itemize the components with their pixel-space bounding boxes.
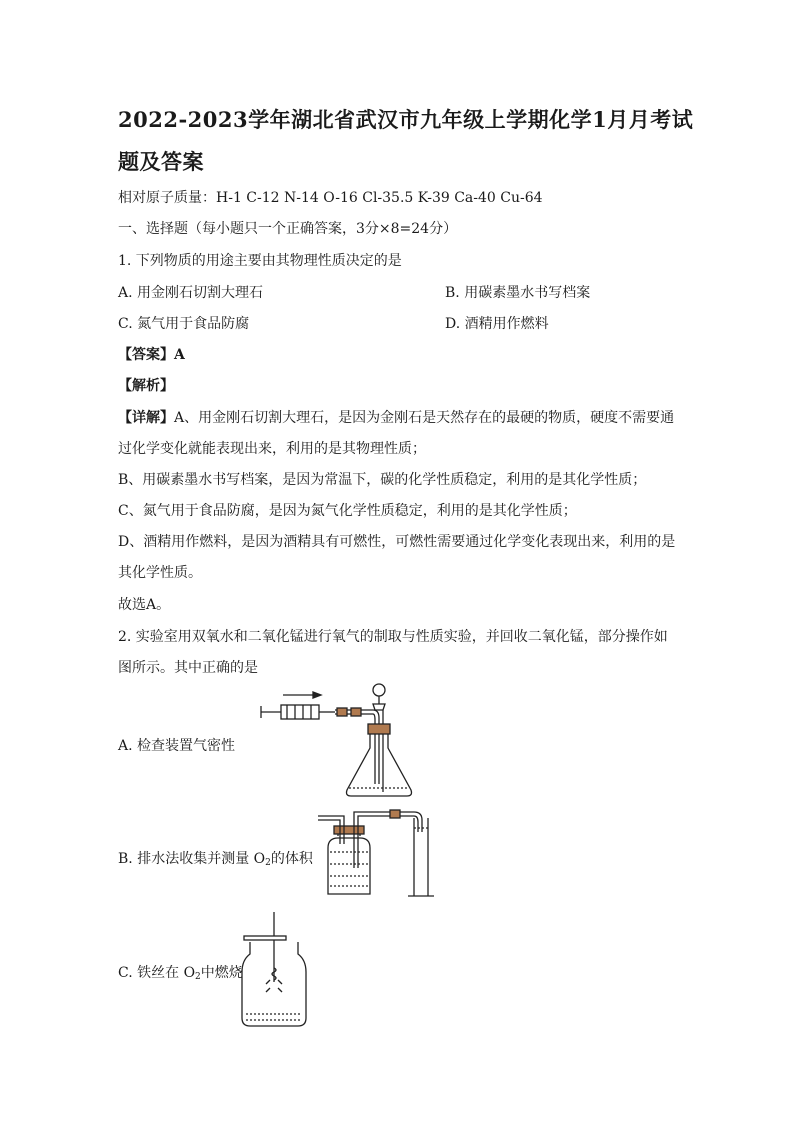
q2-c-prefix: C. 铁丝在 O (118, 965, 196, 981)
q1-stem: 1. 下列物质的用途主要由其物理性质决定的是 (118, 253, 402, 269)
q1-detail-d-line2: 其化学性质。 (118, 565, 202, 581)
q2-stem-line1: 2. 实验室用双氧水和二氧化锰进行氧气的制取与性质实验，并回收二氧化锰，部分操作如 (118, 629, 668, 645)
q1-conclusion: 故选A。 (118, 597, 171, 613)
figure-airtightness-check (255, 680, 415, 800)
q1-answer: 【答案】A (118, 347, 185, 363)
figure-iron-combustion (236, 908, 312, 1032)
q1-detail-c: C、氮气用于食品防腐，是因为氮气化学性质稳定，利用的是其化学性质； (118, 503, 577, 519)
q2-c-subscript: 2 (195, 972, 201, 982)
q2-stem-line2: 图所示。其中正确的是 (118, 660, 258, 676)
figure-water-displacement (318, 808, 448, 904)
q1-detail-b: B、用碳素墨水书写档案，是因为常温下，碳的化学性质稳定，利用的是其化学性质； (118, 472, 647, 488)
q1-option-b: B. 用碳素墨水书写档案 (445, 285, 591, 301)
q1-detail-a-line1 (118, 407, 674, 427)
q2-b-subscript: 2 (265, 858, 271, 868)
q2-c-suffix: 中燃烧 (200, 965, 243, 981)
doc-title-line-2: 题及答案 (118, 149, 204, 174)
q1-detail-d-line1: D、酒精用作燃料，是因为酒精具有可燃性，可燃性需要通过化学变化表现出来，利用的是 (118, 534, 676, 550)
q2-b-suffix: 的体积 (270, 851, 313, 867)
doc-title-line-1: 2022-2023学年湖北省武汉市九年级上学期化学1月月考试 (118, 107, 694, 132)
section-heading: 一、选择题（每小题只一个正确答案，3分×8=24分） (118, 221, 458, 237)
q1-detail-a-text: A、用金刚石切割大理石，是因为金刚石是天然存在的最硬的物质，硬度不需要通 (174, 410, 675, 426)
q1-option-a: A. 用金刚石切割大理石 (118, 285, 264, 301)
q1-detail-a-line2: 过化学变化就能表现出来，利用的是其物理性质； (118, 441, 426, 457)
q1-analysis-tag: 【解析】 (118, 378, 174, 394)
atomic-mass-note: 相对原子质量：H-1 C-12 N-14 O-16 Cl-35.5 K-39 Ca-40 Cu-64 (118, 190, 543, 206)
q2-option-a-label: A. 检查装置气密性 (118, 738, 236, 754)
q1-option-d: D. 酒精用作燃料 (445, 316, 549, 332)
q2-b-prefix: B. 排水法收集并测量 O (118, 851, 266, 867)
q2-option-c-label (118, 962, 243, 982)
q1-detail-tag: 【详解】 (118, 410, 174, 426)
q2-option-b-label (118, 848, 313, 868)
q1-option-c: C. 氮气用于食品防腐 (118, 316, 250, 332)
